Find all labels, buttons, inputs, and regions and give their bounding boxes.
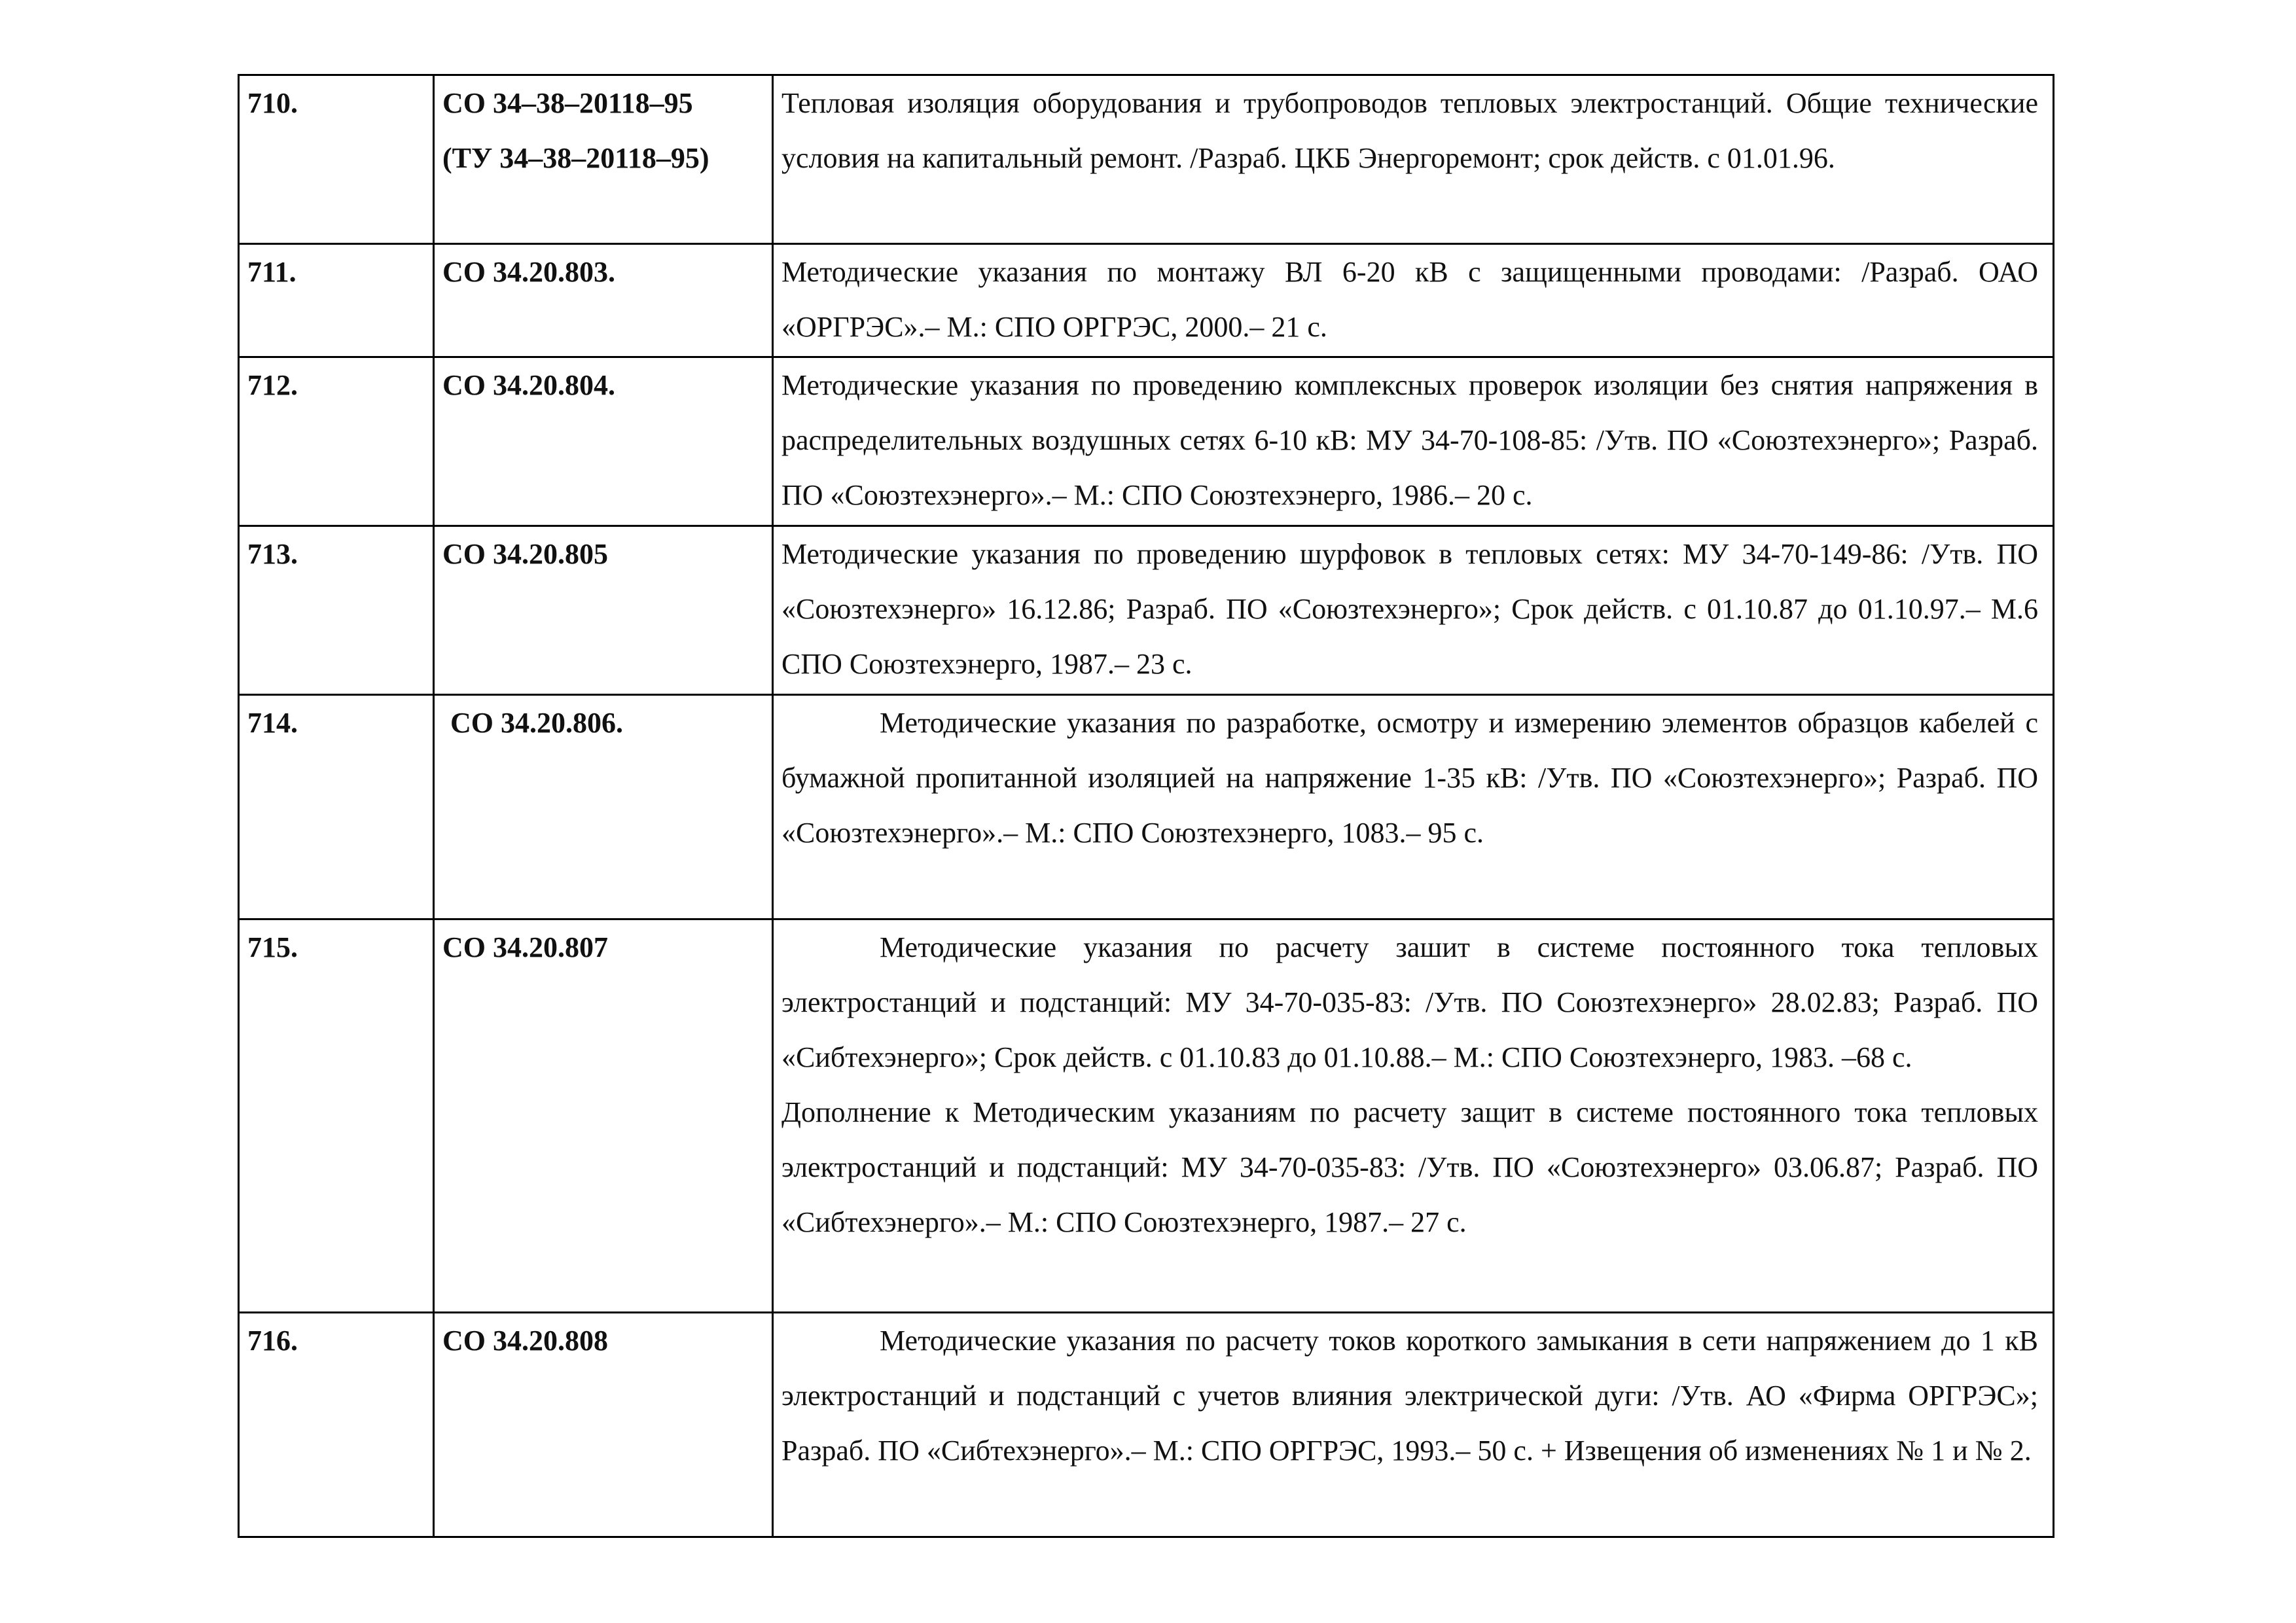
description-paragraph: Методические указания по разработке, осмотру и измерению элементов образцов кабелей с бумажной пропитанной изоляцией на напряжение 1-35 кВ: /Утв. ПО «Союзтехэнерго»; Разраб. ПО «Союзтехэнерго».– М.: СПО Союзтехэнерго, 1083.– 95 с. (781, 707, 2038, 849)
standard-code-line: СО 34.20.806. (450, 707, 623, 739)
row-number: 710. (239, 75, 434, 244)
standard-description (773, 75, 2054, 244)
standard-code (434, 919, 773, 1313)
row-number: 716. (239, 1313, 434, 1537)
description-paragraph: Методические указания по проведению шурфовок в тепловых сетях: МУ 34-70-149-86: /Утв. ПО «Союзтехэнерго» 16.12.86; Разраб. ПО «Союзтехэнерго»; Срок действ. с 01.10.87 до 01.10.97.– М.6 СПО Союзтехэнерго, 1987.– 23 с. (781, 538, 2038, 680)
standard-code (434, 1313, 773, 1537)
standard-code-line: СО 34.20.803. (442, 256, 615, 288)
standard-description (773, 526, 2054, 695)
row-number: 711. (239, 244, 434, 357)
table-row (239, 75, 2054, 244)
table-row (239, 919, 2054, 1313)
standard-description (773, 1313, 2054, 1537)
standard-code-line: СО 34.20.804. (442, 369, 615, 401)
table-row (239, 695, 2054, 919)
standard-description (773, 695, 2054, 919)
table-row (239, 357, 2054, 526)
standard-code-line: СО 34–38–20118–95 (442, 87, 693, 119)
standard-code (434, 526, 773, 695)
row-number: 714. (239, 695, 434, 919)
row-number: 715. (239, 919, 434, 1313)
table-row (239, 1313, 2054, 1537)
description-paragraph: Методические указания по расчету токов короткого замыкания в сети напряжением до 1 кВ электростанций и подстанций с учетов влияния электрической дуги: /Утв. АО «Фирма ОРГРЭС»; Разраб. ПО «Сибтехэнерго».– М.: СПО ОРГРЭС, 1993.– 50 с. + Извещения об изменениях № 1 и № 2. (781, 1325, 2038, 1467)
standard-code-line: (ТУ 34–38–20118–95) (442, 142, 709, 174)
standard-code (434, 75, 773, 244)
description-paragraph: Методические указания по проведению комплексных проверок изоляции без снятия напряжения в распределительных воздушных сетях 6-10 кВ: МУ 34-70-108-85: /Утв. ПО «Союзтехэнерго»; Разраб. ПО «Союзтехэнерго».– М.: СПО Союзтехэнерго, 1986.– 20 с. (781, 369, 2038, 511)
standard-code-line: СО 34.20.808 (442, 1325, 608, 1357)
table-row (239, 244, 2054, 357)
description-paragraph: Тепловая изоляция оборудования и трубопроводов тепловых электростанций. Общие технические условия на капитальный ремонт. /Разраб. ЦКБ Энергоремонт; срок действ. с 01.01.96. (781, 87, 2038, 174)
description-paragraph: Дополнение к Методическим указаниям по расчету защит в системе постоянного тока тепловых электростанций и подстанций: МУ 34-70-035-83: /Утв. ПО «Союзтехэнерго» 03.06.87; Разраб. ПО «Сибтехэнерго».– М.: СПО Союзтехэнерго, 1987.– 27 с. (781, 1096, 2038, 1238)
description-paragraph: Методические указания по расчету зашит в системе постоянного тока тепловых электростанций и подстанций: МУ 34-70-035-83: /Утв. ПО Союзтехэнерго» 28.02.83; Разраб. ПО «Сибтехэнерго»; Срок действ. с 01.10.83 до 01.10.88.– М.: СПО Союзтехэнерго, 1983. –68 с. (781, 931, 2038, 1073)
description-paragraph: Методические указания по монтажу ВЛ 6-20 кВ с защищенными проводами: /Разраб. ОАО «ОРГРЭС».– М.: СПО ОРГРЭС, 2000.– 21 с. (781, 256, 2038, 343)
standard-code (434, 357, 773, 526)
row-number: 713. (239, 526, 434, 695)
standard-code-line: СО 34.20.805 (442, 538, 608, 570)
standards-table (238, 74, 2054, 1538)
standard-description (773, 357, 2054, 526)
standard-code (434, 695, 773, 919)
standard-description (773, 244, 2054, 357)
row-number: 712. (239, 357, 434, 526)
standard-code (434, 244, 773, 357)
standard-description (773, 919, 2054, 1313)
standard-code-line: СО 34.20.807 (442, 931, 608, 963)
table-row (239, 526, 2054, 695)
